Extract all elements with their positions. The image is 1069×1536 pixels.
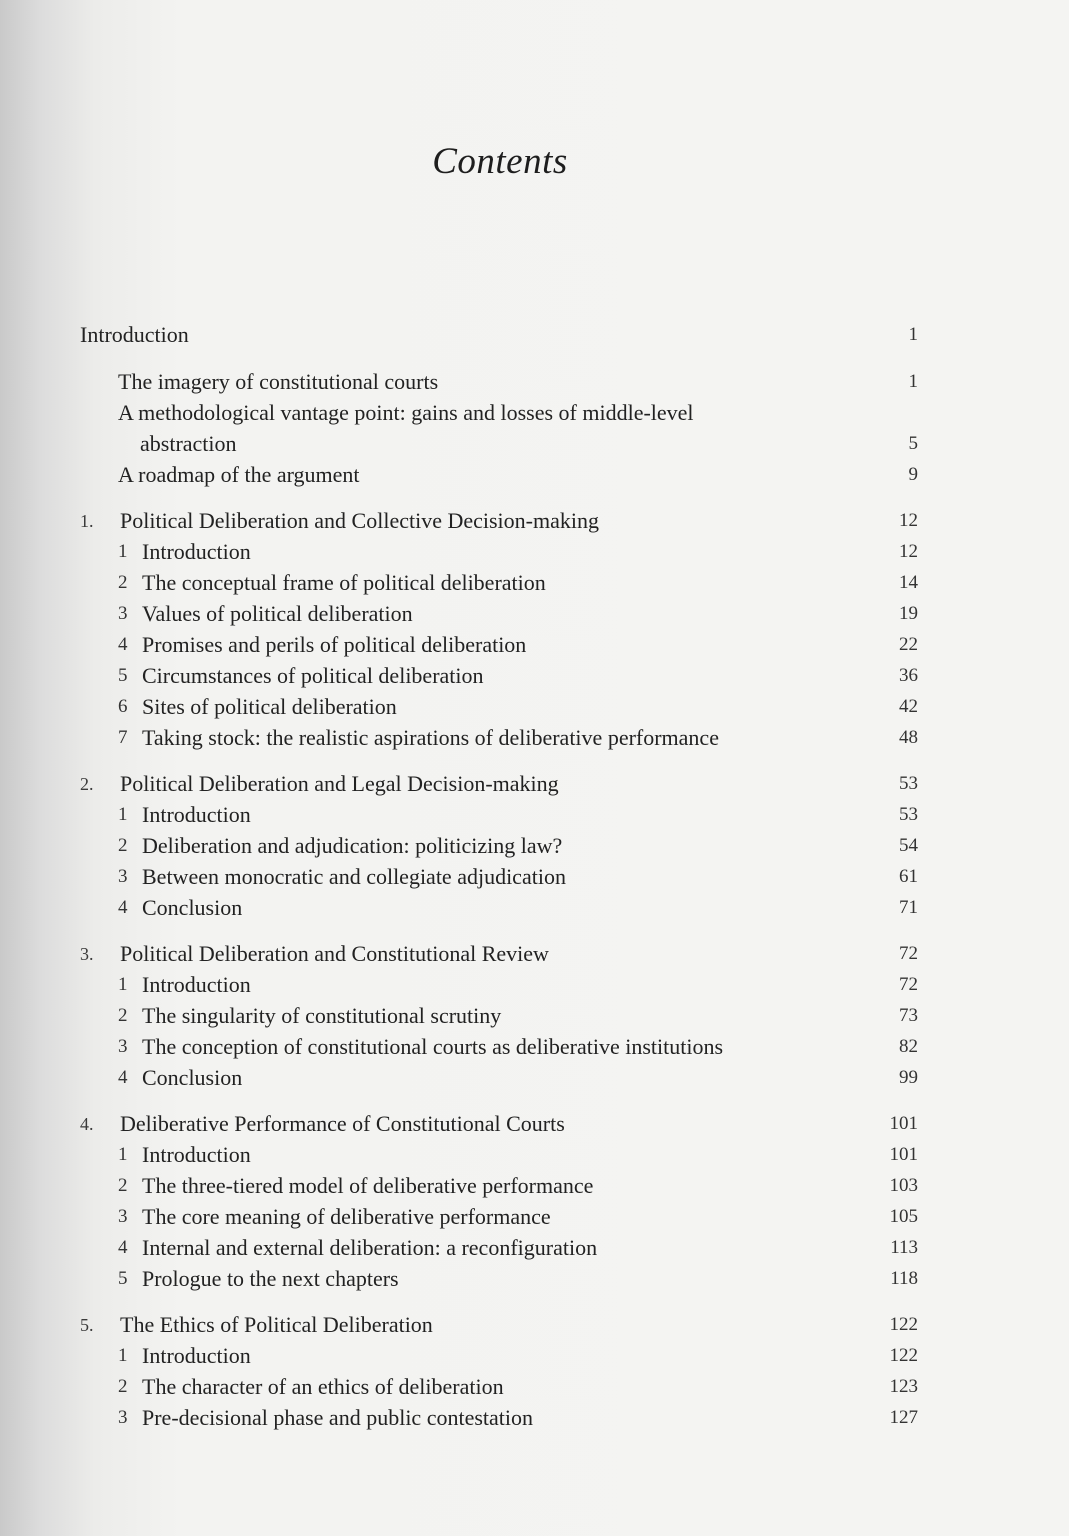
section-number: 3 [118,1407,128,1428]
entry-title: abstraction [140,431,237,456]
page-number: 72 [899,943,918,964]
page-number: 122 [889,1314,918,1335]
section-number: 1 [118,1144,128,1165]
page-number: 61 [899,866,918,887]
chapter-number: 2. [80,774,94,794]
entry-title: A methodological vantage point: gains and losses of middle-level [118,400,694,425]
page-number: 122 [889,1345,918,1366]
section-number: 4 [118,1067,128,1088]
entry-title: The conception of constitutional courts as deliberative institutions [142,1034,724,1059]
page-number: 36 [899,665,918,686]
page-number: 127 [889,1407,918,1428]
entry-title: Sites of political deliberation [142,694,397,719]
section-number: 3 [118,603,128,624]
entry-title: Taking stock: the realistic aspirations of deliberative performance [142,725,719,750]
section-number: 1 [118,1345,128,1366]
page-number: 19 [899,603,918,624]
entry-title: Political Deliberation and Collective Decision-making [120,508,599,533]
page-number: 9 [908,464,918,485]
section-number: 3 [118,1206,128,1227]
chapter-number: 3. [80,944,94,964]
entry-title: Between monocratic and collegiate adjudication [142,864,566,889]
page-number: 12 [899,541,918,562]
page-number: 1 [908,371,918,392]
entry-title: Introduction [142,539,251,564]
section-number: 4 [118,1237,128,1258]
page-number: 1 [908,324,918,345]
page-number: 54 [899,835,918,856]
entry-title: Conclusion [142,895,243,920]
page-number: 118 [890,1268,918,1289]
entry-title: Values of political deliberation [142,601,413,626]
page-number: 12 [899,510,918,531]
page-number: 72 [899,974,918,995]
section-number: 1 [118,541,128,562]
section-number: 2 [118,1376,128,1397]
section-number: 3 [118,1036,128,1057]
entry-title: Deliberative Performance of Constitutional Courts [120,1111,565,1136]
entry-title: Conclusion [142,1065,243,1090]
chapter-number: 5. [80,1315,94,1335]
entry-title: Political Deliberation and Constitutional Review [120,941,549,966]
section-number: 2 [118,1175,128,1196]
section-number: 2 [118,835,128,856]
chapter-number: 4. [80,1114,94,1134]
section-number: 3 [118,866,128,887]
entry-title: Introduction [142,1343,251,1368]
page-number: 101 [889,1113,918,1134]
page-number: 22 [899,634,918,655]
entry-title: Introduction [142,972,251,997]
entry-title: Internal and external deliberation: a reconfiguration [142,1235,598,1260]
section-number: 5 [118,1268,128,1289]
entry-title: Circumstances of political deliberation [142,663,484,688]
section-number: 2 [118,572,128,593]
entry-title: Introduction [142,1142,251,1167]
section-number: 1 [118,974,128,995]
section-number: 6 [118,696,128,717]
page-number: 71 [899,897,918,918]
entry-title: Political Deliberation and Legal Decision-making [120,771,559,796]
page-number: 14 [899,572,918,593]
section-number: 2 [118,1005,128,1026]
page-number: 82 [899,1036,918,1057]
section-number: 7 [118,727,128,748]
entry-title: The Ethics of Political Deliberation [120,1312,433,1337]
entry-title: Promises and perils of political deliberation [142,632,527,657]
page-number: 73 [899,1005,918,1026]
entry-title: Introduction [80,322,189,347]
entry-title: Introduction [142,802,251,827]
page-number: 123 [889,1376,918,1397]
entry-title: The imagery of constitutional courts [118,369,439,394]
entry-title: The conceptual frame of political deliberation [142,570,546,595]
entry-title: The core meaning of deliberative performance [142,1204,551,1229]
page-number: 53 [899,773,918,794]
entry-title: Pre-decisional phase and public contestation [142,1405,533,1430]
page-number: 42 [899,696,918,717]
section-number: 4 [118,897,128,918]
page-number: 99 [899,1067,918,1088]
page-number: 113 [890,1237,918,1258]
section-number: 5 [118,665,128,686]
entry-title: The character of an ethics of deliberation [142,1374,504,1399]
section-number: 1 [118,804,128,825]
entry-title: The three-tiered model of deliberative performance [142,1173,594,1198]
entry-title: A roadmap of the argument [118,462,360,487]
entry-title: Deliberation and adjudication: politicizing law? [142,833,563,858]
page-title: Contents [432,141,568,182]
page-number: 101 [889,1144,918,1165]
chapter-number: 1. [80,511,94,531]
page-number: 105 [889,1206,918,1227]
page-number: 103 [889,1175,918,1196]
entry-title: Prologue to the next chapters [142,1266,399,1291]
entry-title: The singularity of constitutional scrutiny [142,1003,502,1028]
section-number: 4 [118,634,128,655]
page-number: 48 [899,727,918,748]
page-number: 5 [908,433,918,454]
page-number: 53 [899,804,918,825]
